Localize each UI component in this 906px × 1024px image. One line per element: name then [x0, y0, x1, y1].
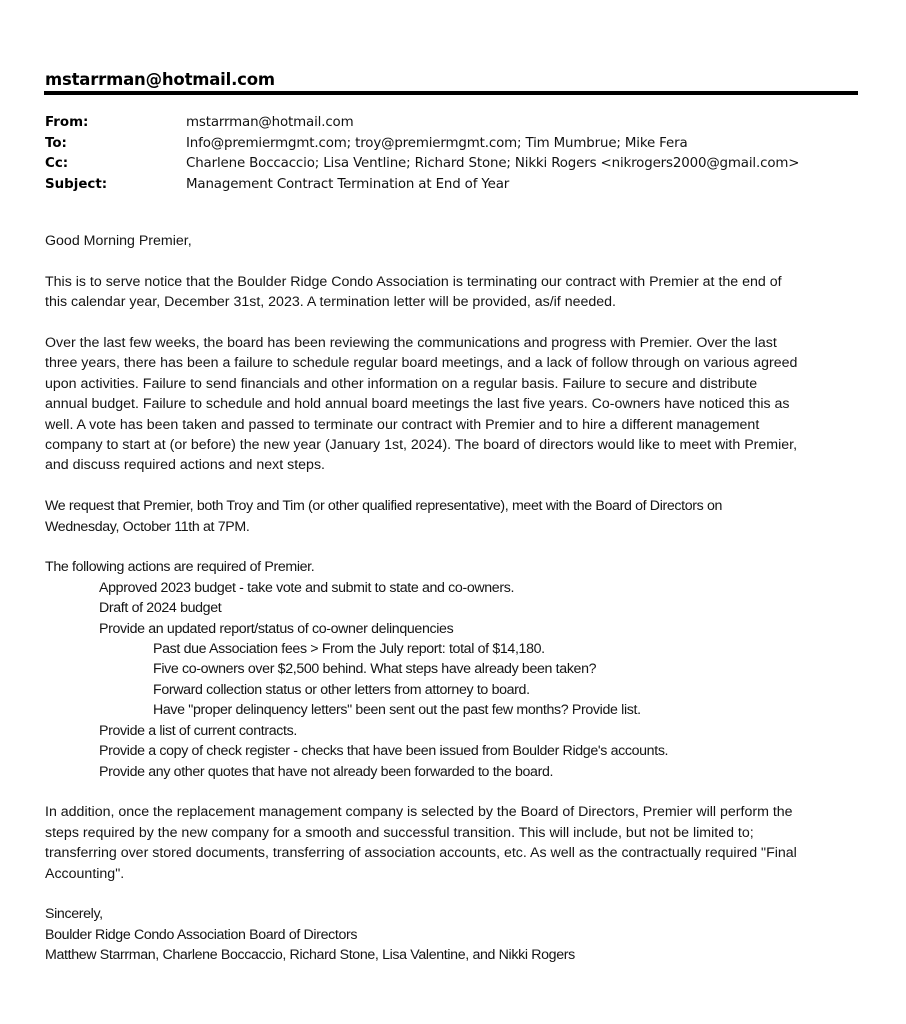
header-to: [45, 134, 859, 155]
email-body: [45, 231, 859, 986]
header-from: [45, 113, 859, 134]
paragraph-transition: In addition, once the replacement management company is selected by the Board of Directors, Premier will perform the steps required by the new company for a smooth and successful transition. This will include, but not be limited to; transferring over stored documents, transferring of association accounts, etc. As well as the contractually required "Final Accounting".: [45, 804, 797, 882]
header-subject-label: Subject:: [45, 176, 108, 192]
signature-block: [45, 904, 859, 965]
action-item: Draft of 2024 budget: [99, 600, 222, 617]
action-subitem: Past due Association fees > From the July report: total of $14,180.: [153, 641, 545, 658]
action-subitem: Forward collection status or other letters from attorney to board.: [153, 681, 530, 698]
signature-organization: Boulder Ridge Condo Association Board of Directors: [45, 926, 358, 943]
header-from-value: mstarrman@hotmail.com: [186, 115, 354, 130]
account-title: mstarrman@hotmail.com: [45, 70, 275, 89]
email-headers: [45, 113, 859, 195]
header-to-label: To:: [45, 135, 67, 151]
actions-section: [45, 557, 859, 577]
header-cc: [45, 154, 859, 175]
header-subject: [45, 175, 859, 196]
header-divider: [44, 91, 858, 95]
greeting: Good Morning Premier,: [45, 233, 192, 249]
action-item: Provide a list of current contracts.: [99, 722, 297, 739]
action-item: Provide an updated report/status of co-owner delinquencies: [99, 620, 454, 637]
actions-list: [45, 578, 859, 782]
paragraph-meeting-request: We request that Premier, both Troy and Tim (or other qualified representative), meet with the Board of Directors on Wednesday, October 11th at 7PM.: [45, 498, 723, 535]
signature-closing: Sincerely,: [45, 906, 103, 923]
action-subitem: Five co-owners over $2,500 behind. What steps have already been taken?: [153, 661, 597, 678]
paragraph-termination-notice: This is to serve notice that the Boulder Ridge Condo Association is terminating our contract with Premier at the end of this calendar year, December 31st, 2023. A termination letter will be provided, as/if needed.: [45, 273, 782, 311]
action-subitem: Have "proper delinquency letters" been sent out the past few months? Provide list.: [153, 702, 641, 719]
header-cc-value: Charlene Boccaccio; Lisa Ventline; Richard Stone; Nikki Rogers <nikrogers2000@gmail.com>: [186, 156, 800, 171]
action-item: Provide a copy of check register - checks that have been issued from Boulder Ridge's accounts.: [99, 743, 669, 760]
actions-intro: The following actions are required of Premier.: [45, 559, 315, 576]
header-cc-label: Cc:: [45, 156, 69, 171]
action-item: Provide any other quotes that have not already been forwarded to the board.: [99, 763, 554, 780]
header-subject-value: Management Contract Termination at End of Year: [186, 176, 510, 192]
signature-members: Matthew Starrman, Charlene Boccaccio, Richard Stone, Lisa Valentine, and Nikki Rogers: [45, 947, 575, 964]
header-to-value: Info@premiermgmt.com; troy@premiermgmt.com; Tim Mumbrue; Mike Fera: [186, 135, 688, 151]
paragraph-board-review: Over the last few weeks, the board has been reviewing the communications and progress with Premier. Over the last three years, there has been a failure to schedule regular board meetings, and a lack of follow through on various agreed upon activities. Failure to send financials and other information on a regular basis. Failure to secure and distribute annual budget. Failure to schedule and hold annual board meetings the last five years. Co-owners have noticed this as well. A vote has been taken and passed to terminate our contract with Premier and to hire a different management company to start at (or before) the new year (January 1st, 2024). The board of directors would like to meet with Premier, and discuss required actions and next steps.: [45, 335, 798, 474]
header-from-label: From:: [45, 115, 89, 130]
action-item: Approved 2023 budget - take vote and submit to state and co-owners.: [99, 579, 515, 596]
